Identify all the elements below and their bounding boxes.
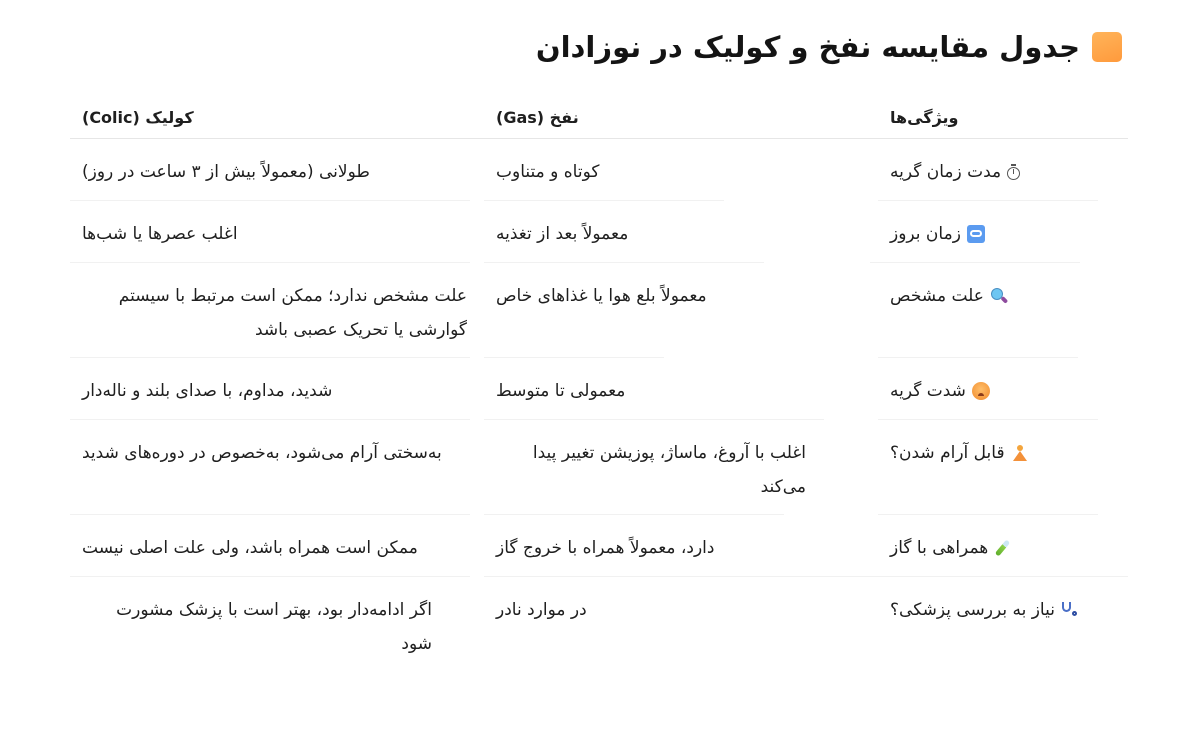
stopwatch-icon [1007, 167, 1020, 180]
stethoscope-icon [1061, 601, 1079, 619]
repeat-icon [967, 225, 985, 243]
table-row [70, 263, 1128, 358]
table-row [70, 515, 1128, 577]
cell-feature: نیاز به بررسی پزشکی؟ [878, 577, 1128, 667]
orange-square-icon [1092, 32, 1122, 62]
comparison-table [70, 98, 1128, 667]
cell-feature: قابل آرام شدن؟ [878, 420, 1128, 515]
cell-colic: شدید، مداوم، با صدای بلند و ناله‌دار [82, 381, 333, 401]
cell-gas: معمولاً بلع هوا یا غذاهای خاص [496, 286, 707, 306]
cell-colic: طولانی (معمولاً بیش از ۳ ساعت در روز) [82, 162, 370, 182]
page-title-text: جدول مقایسه نفخ و کولیک در نوزادان [535, 30, 1080, 64]
cell-gas: اغلب با آروغ، ماساژ، پوزیشن تغییر پیدا می‌کند [532, 443, 806, 497]
test-tube-icon [994, 539, 1012, 557]
page-title [536, 30, 1122, 64]
header-feature: ویژگی‌ها [890, 108, 959, 127]
weary-face-icon [972, 382, 990, 400]
table-row [70, 577, 1128, 667]
cell-feature: همراهی با گاز [878, 515, 1128, 577]
cell-colic: اگر ادامه‌دار بود، بهتر است با پزشک مشورت شود [116, 600, 432, 654]
cell-colic: به‌سختی آرام می‌شود، به‌خصوص در دوره‌های شدید [82, 443, 442, 463]
cell-feature: علت مشخص [878, 263, 1128, 358]
cell-gas: کوتاه و متناوب [496, 162, 600, 182]
table-row [70, 139, 1128, 201]
cell-colic: علت مشخص ندارد؛ ممکن است مرتبط با سیستم گوارشی یا تحریک عصبی باشد [118, 286, 467, 340]
header-colic: کولیک (Colic) [82, 108, 194, 127]
cell-feature: مدت زمان گریه [878, 139, 1128, 201]
magnifying-glass-icon [990, 287, 1008, 305]
table-header-row [70, 98, 1128, 139]
header-gas: نفخ (Gas) [496, 108, 579, 127]
cell-gas: معمولی تا متوسط [496, 381, 626, 401]
table-row [70, 420, 1128, 515]
cell-feature: زمان بروز [878, 201, 1128, 263]
cell-colic: اغلب عصرها یا شب‌ها [82, 224, 238, 244]
cell-gas: معمولاً بعد از تغذیه [496, 224, 629, 244]
cell-gas: دارد، معمولاً همراه با خروج گاز [496, 538, 715, 558]
table-row [70, 201, 1128, 263]
table-row [70, 358, 1128, 420]
cell-colic: ممکن است همراه باشد، ولی علت اصلی نیست [82, 538, 418, 558]
cell-feature: شدت گریه [878, 358, 1128, 420]
cell-gas: در موارد نادر [496, 600, 587, 620]
person-lotus-position-icon [1011, 444, 1029, 462]
